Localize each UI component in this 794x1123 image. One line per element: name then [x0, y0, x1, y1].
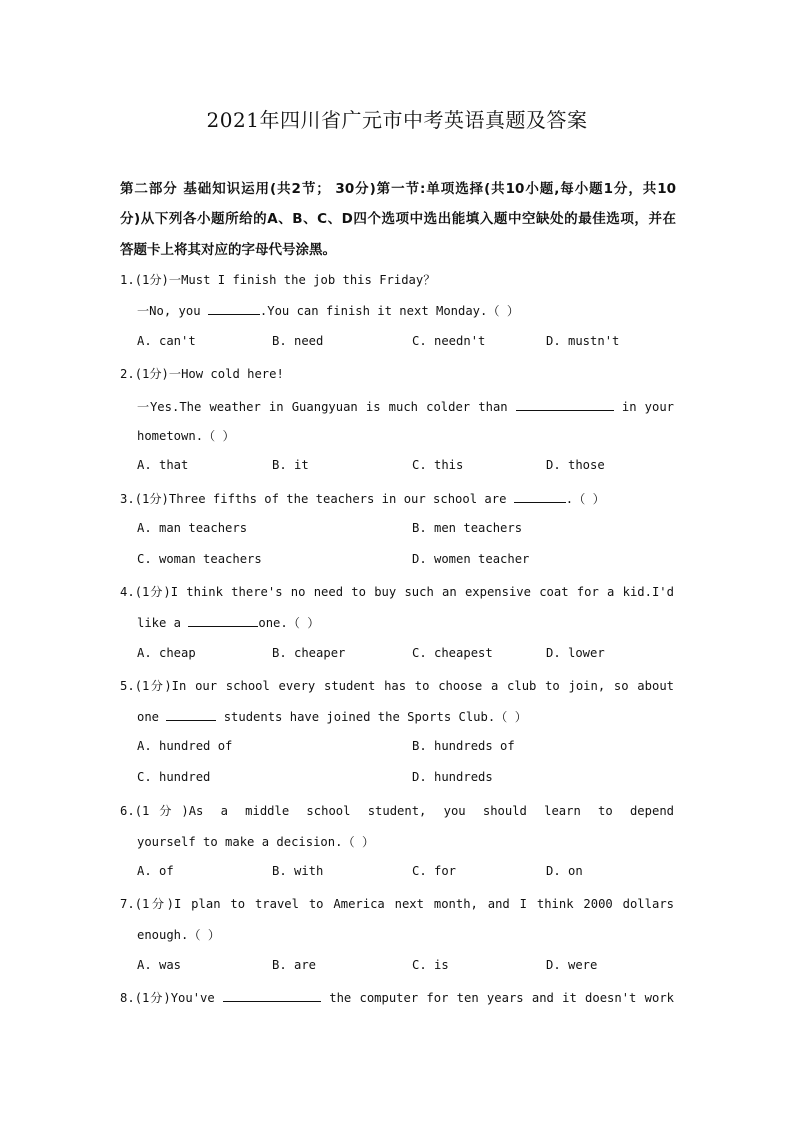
option-b: B. need — [272, 334, 324, 348]
instructions-line-1: 第二部分 基础知识运用(共2节； 30分)第一节:单项选择(共10小题,每小题1分，共10 — [120, 181, 676, 197]
instructions-line-3: 答题卡上将其对应的字母代号涂黑。 — [120, 242, 336, 258]
question-number: 6. — [120, 804, 135, 818]
option-a: A. hundred of — [137, 739, 233, 753]
option-d: D. those — [546, 458, 605, 472]
question-text: 一Yes.The weather in Guangyuan is much colder than — [137, 400, 516, 414]
option-a: A. man teachers — [137, 521, 248, 535]
question-text: 一No, you — [137, 304, 208, 318]
answer-blank — [166, 709, 216, 721]
answer-blank — [188, 615, 258, 627]
question-text: .（ ） — [565, 492, 605, 506]
option-d: D. were — [546, 958, 598, 972]
option-a: A. can't — [137, 334, 196, 348]
question-number: 8. — [120, 991, 135, 1005]
question-score: (1分) — [134, 804, 189, 818]
question-6-line-2: yourself to make a decision.（ ） — [137, 835, 375, 849]
option-d: D. on — [546, 864, 583, 878]
question-text: .You can finish it next Monday.（ ） — [259, 304, 520, 318]
option-a: A. that — [137, 458, 189, 472]
question-text: In our school every student has to choose a club to join, so about — [171, 679, 674, 693]
question-text: 一How cold here! — [168, 367, 284, 381]
question-text: one — [137, 710, 167, 724]
option-b: B. are — [272, 958, 317, 972]
option-c: C. cheapest — [412, 646, 493, 660]
question-4-line-2 — [137, 614, 319, 631]
question-text: students have joined the Sports Club.（ ） — [216, 710, 527, 724]
document-title: 2021年四川省广元市中考英语真题及答案 — [206, 108, 588, 132]
question-text: I plan to travel to America next month, and I think 2000 dollars — [173, 897, 674, 911]
question-2-line-2 — [137, 398, 674, 415]
question-score: (1分) — [134, 273, 169, 287]
option-b: B. hundreds of — [412, 739, 515, 753]
option-b: B. men teachers — [412, 521, 523, 535]
option-a: A. of — [137, 864, 174, 878]
option-c: C. woman teachers — [137, 552, 262, 566]
question-text: Three fifths of the teachers in our school are — [168, 492, 514, 506]
question-number: 2. — [120, 367, 135, 381]
question-text: You've — [170, 991, 223, 1005]
answer-blank — [208, 303, 260, 315]
option-a: A. was — [137, 958, 182, 972]
option-c: C. needn't — [412, 334, 486, 348]
question-2-stem — [120, 365, 284, 382]
option-c: C. hundred — [137, 770, 211, 784]
question-number: 1. — [120, 273, 135, 287]
question-score: (1分) — [134, 679, 172, 693]
option-c: C. for — [412, 864, 457, 878]
question-text: one.（ ） — [258, 616, 320, 630]
option-a: A. cheap — [137, 646, 196, 660]
option-b: B. cheaper — [272, 646, 346, 660]
question-2-line-3: hometown.（ ） — [137, 429, 235, 443]
answer-blank — [514, 491, 566, 503]
option-d: D. lower — [546, 646, 605, 660]
question-7-stem — [120, 895, 674, 912]
option-b: B. with — [272, 864, 324, 878]
question-1-line-2 — [137, 302, 519, 319]
option-d: D. mustn't — [546, 334, 620, 348]
question-number: 5. — [120, 679, 135, 693]
question-score: (1分) — [134, 367, 169, 381]
option-d: D. hundreds — [412, 770, 493, 784]
question-number: 4. — [120, 585, 135, 599]
question-score: (1分) — [134, 585, 171, 599]
option-b: B. it — [272, 458, 309, 472]
option-c: C. is — [412, 958, 449, 972]
question-7-line-2: enough.（ ） — [137, 928, 221, 942]
question-5-line-2 — [137, 708, 527, 725]
question-text: I think there's no need to buy such an expensive coat for a kid.I'd — [170, 585, 674, 599]
question-4-stem — [120, 583, 674, 600]
question-text: like a — [137, 616, 189, 630]
question-score: (1分) — [134, 492, 169, 506]
question-number: 7. — [120, 897, 135, 911]
question-6-stem — [120, 802, 674, 819]
question-5-stem — [120, 677, 674, 694]
question-text: in your — [613, 400, 674, 414]
question-3-stem — [120, 490, 605, 507]
answer-blank — [516, 399, 614, 411]
question-text: As a middle school student, you should learn to depend — [188, 804, 674, 818]
answer-blank — [223, 990, 321, 1002]
question-number: 3. — [120, 492, 135, 506]
instructions-line-2: 分)从下列各小题所给的A、B、C、D四个选项中选出能填入题中空缺处的最佳选项，并在 — [120, 211, 676, 227]
question-score: (1分) — [134, 991, 171, 1005]
question-8-stem — [120, 989, 674, 1006]
question-text: the computer for ten years and it doesn't work — [320, 991, 674, 1005]
question-score: (1分) — [134, 897, 174, 911]
option-d: D. women teacher — [412, 552, 530, 566]
question-text: 一Must I finish the job this Friday？ — [168, 273, 436, 287]
option-c: C. this — [412, 458, 464, 472]
question-1-stem — [120, 271, 435, 288]
